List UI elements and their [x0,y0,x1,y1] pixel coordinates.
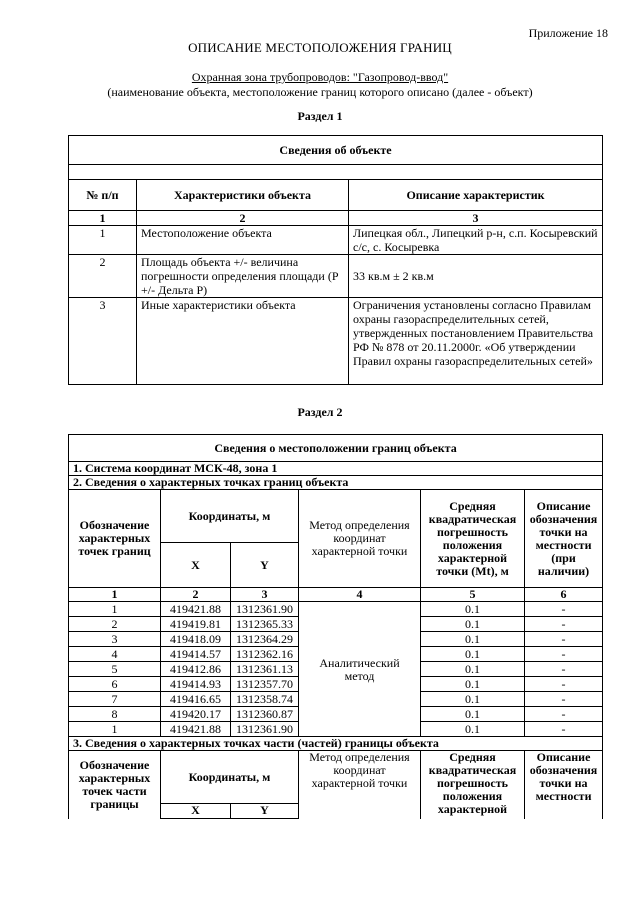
row-number: 1 [69,226,137,255]
row-number: 2 [69,255,137,298]
table-row [69,602,603,617]
object-name-text: Охранная зона трубопроводов: "Газопровод-ввод" [191,70,449,84]
table-row [69,298,603,385]
point-x: 419420.17 [161,707,231,722]
point-desc: - [525,677,603,692]
col-number-5: 5 [421,588,525,602]
spacer-row [69,165,603,180]
row-value: Ограничения установлены согласно Правилам охраны газораспределительных сетей, утвержденных постановлением Правительства РФ № 878 от 20.11.2000г. «Об утверждении Правил охраны газораспределительных сетей» [349,298,603,385]
col-number-6: 6 [525,588,603,602]
point-error: 0.1 [421,647,525,662]
point-number: 5 [69,662,161,677]
boundary-table [68,434,603,819]
col-number-2: 2 [161,588,231,602]
row-number: 3 [69,298,137,385]
document-title: ОПИСАНИЕ МЕСТОПОЛОЖЕНИЯ ГРАНИЦ [188,40,452,55]
point-error: 0.1 [421,662,525,677]
part-header-x: X [161,804,231,819]
point-number: 3 [69,632,161,647]
part-header-y: Y [231,804,299,819]
col-number-2: 2 [137,211,349,226]
header-error: Средняя квадратическая погрешность положения характерной точки (Mt), м [421,490,525,588]
header-y: Y [231,543,299,588]
point-number: 7 [69,692,161,707]
point-desc: - [525,707,603,722]
col-number-3: 3 [349,211,603,226]
point-error: 0.1 [421,632,525,647]
col-number-4: 4 [299,588,421,602]
table-row [69,226,603,255]
point-number: 2 [69,617,161,632]
point-y: 1312357.70 [231,677,299,692]
point-desc: - [525,617,603,632]
point-error: 0.1 [421,617,525,632]
point-x: 419414.57 [161,647,231,662]
col-number-1: 1 [69,588,161,602]
part-header-row [69,751,603,804]
boundary-table-title: Сведения о местоположении границ объекта [69,435,603,462]
object-name [0,70,640,85]
column-number-row [69,588,603,602]
part-header-desc: Описание обозначения точки на местности [525,751,603,819]
section-2-label: Раздел 2 [297,405,343,419]
header-description: Описание характеристик [349,180,603,211]
header-number: № п/п [69,180,137,211]
coordinate-system: 1. Система координат МСК-48, зона 1 [69,462,603,476]
object-note: (наименование объекта, местоположение границ которого описано (далее - объект) [107,85,533,99]
col-number-3: 3 [231,588,299,602]
point-y: 1312364.29 [231,632,299,647]
point-error: 0.1 [421,692,525,707]
point-desc: - [525,722,603,737]
point-error: 0.1 [421,677,525,692]
part-header-point: Обозначение характерных точек части границы [69,751,161,819]
point-number: 1 [69,602,161,617]
point-error: 0.1 [421,602,525,617]
point-x: 419416.65 [161,692,231,707]
point-number: 8 [69,707,161,722]
point-desc: - [525,692,603,707]
point-y: 1312362.16 [231,647,299,662]
point-y: 1312361.90 [231,602,299,617]
point-number: 6 [69,677,161,692]
part-header-method: Метод определения координат характерной точки [299,751,421,819]
part-section-title: 3. Сведения о характерных точках части (частей) границы объекта [69,737,603,751]
point-error: 0.1 [421,707,525,722]
point-x: 419419.81 [161,617,231,632]
point-desc: - [525,632,603,647]
points-header-row [69,490,603,543]
appendix-label: Приложение 18 [528,26,608,40]
point-y: 1312358.74 [231,692,299,707]
table-header-row [69,180,603,211]
point-y: 1312365.33 [231,617,299,632]
point-desc: - [525,662,603,677]
points-section-title: 2. Сведения о характерных точках границ объекта [69,476,603,490]
point-x: 419421.88 [161,602,231,617]
part-header-error: Средняя квадратическая погрешность положения характерной [421,751,525,819]
row-value: 33 кв.м ± 2 кв.м [349,255,603,298]
point-y: 1312360.87 [231,707,299,722]
table-title-row [69,136,603,165]
column-number-row [69,211,603,226]
header-characteristic: Характеристики объекта [137,180,349,211]
point-y: 1312361.90 [231,722,299,737]
part-header-coords: Координаты, м [161,751,299,804]
point-x: 419421.88 [161,722,231,737]
object-info-title: Сведения об объекте [69,136,603,165]
section-1-label: Раздел 1 [297,109,343,123]
header-method: Метод определения координат характерной точки [299,490,421,588]
point-x: 419414.93 [161,677,231,692]
header-x: X [161,543,231,588]
point-desc: - [525,602,603,617]
row-characteristic: Площадь объекта +/- величина погрешности определения площади (P +/- Дельта P) [137,255,349,298]
point-number: 4 [69,647,161,662]
point-error: 0.1 [421,722,525,737]
point-x: 419418.09 [161,632,231,647]
row-characteristic: Местоположение объекта [137,226,349,255]
coordinate-system-row [69,462,603,476]
point-x: 419412.86 [161,662,231,677]
point-y: 1312361.13 [231,662,299,677]
header-point: Обозначение характерных точек границ [69,490,161,588]
point-number: 1 [69,722,161,737]
header-desc: Описание обозначения точки на местности (при наличии) [525,490,603,588]
table-row [69,255,603,298]
object-info-table [68,135,603,385]
row-value: Липецкая обл., Липецкий р-н, с.п. Косыревский с/с, с. Косыревка [349,226,603,255]
col-number-1: 1 [69,211,137,226]
point-desc: - [525,647,603,662]
header-coords: Координаты, м [161,490,299,543]
row-characteristic: Иные характеристики объекта [137,298,349,385]
points-title-row [69,476,603,490]
part-title-row [69,737,603,751]
table-title-row [69,435,603,462]
point-method: Аналитический метод [299,602,421,737]
spacer-cell [69,165,603,180]
